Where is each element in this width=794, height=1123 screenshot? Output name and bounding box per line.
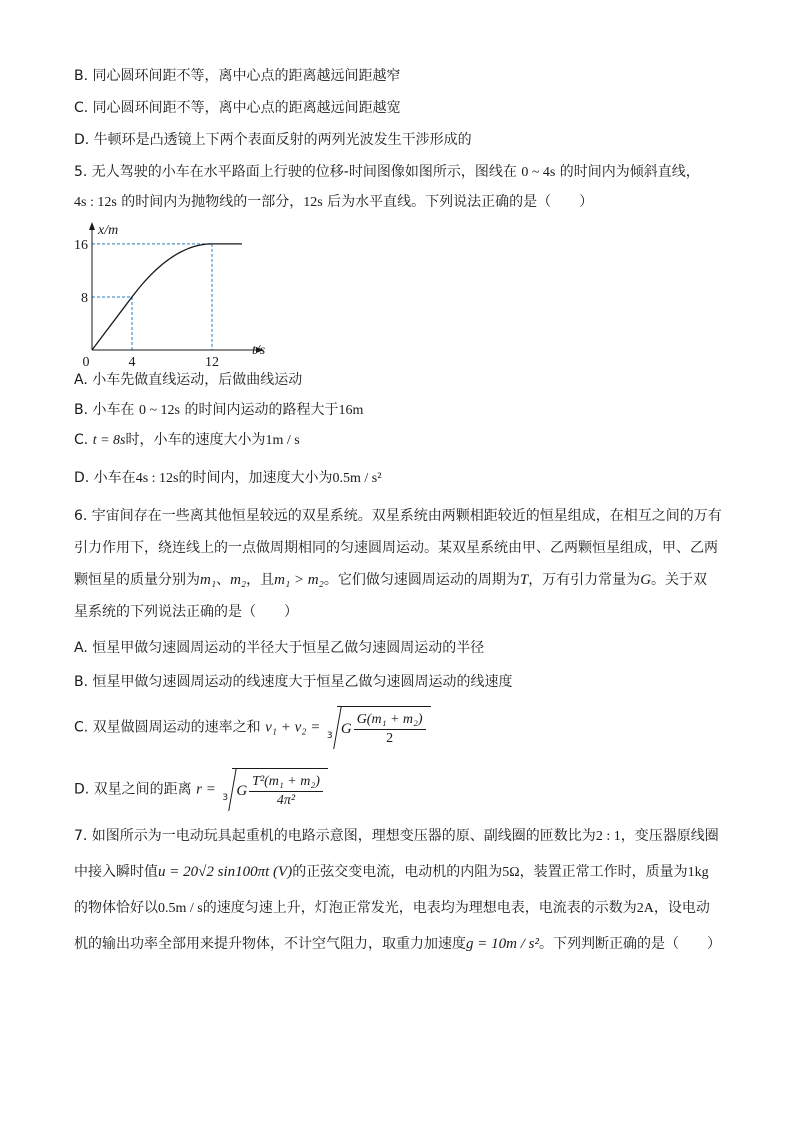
y-tick-16: 16	[74, 237, 88, 253]
q5-option-a: A. 小车先做直线运动，后做曲线运动	[74, 372, 303, 388]
q7-stem-line2: 中接入瞬时值u = 20√2 sin100πt (V)的正弦交变电流，电动机的内阻为5Ω，装置正常工作时，质量为1kg	[74, 864, 709, 880]
x-tick-4: 4	[128, 355, 136, 370]
q6-option-b: B. 恒星甲做匀速圆周运动的线速度大于恒星乙做匀速圆周运动的线速度	[74, 674, 513, 690]
q4-option-b: B. 同心圆环间距不等，离中心点的距离越远间距越窄	[74, 68, 401, 84]
displacement-time-chart	[74, 218, 300, 370]
q7-stem-line1: 7. 如图所示为一电动玩具起重机的电路示意图，理想变压器的原、副线圈的匝数比为2 : 1，变压器原线圈	[74, 828, 719, 844]
x-tick-12: 12	[205, 355, 219, 370]
q5-stem-line1: 5. 无人驾驶的小车在水平路面上行驶的位移-时间图像如图所示，图线在 0 ~ 4s 的时间内为倾斜直线，	[74, 164, 700, 180]
q6-stem-line4: 星系统的下列说法正确的是（ ）	[74, 604, 298, 620]
q5-option-b: B. 小车在 0 ~ 12s 的时间内运动的路程大于16m	[74, 402, 364, 418]
cube-root-d: 3 G $\frac{\text{T²(m₁ + m₂)}}{\text{4π²}}$	[220, 768, 328, 811]
q6-option-c: C. 双星做圆周运动的速率之和 v₁ + v₂ = 3 G $\frac{\text{G(m₁ + m₂)}}{2}$	[74, 706, 431, 749]
q6-stem-line1: 6. 宇宙间存在一些离其他恒星较远的双星系统。双星系统由两颗相距较近的恒星组成，在相互之间的万有	[74, 508, 722, 524]
q5-stem-line2: 4s : 12s 的时间内为抛物线的一部分，12s 后为水平直线。下列说法正确的是（ ）	[74, 194, 594, 210]
chart-axes	[89, 222, 264, 353]
y-tick-8: 8	[81, 290, 88, 306]
y-axis-arrow	[89, 222, 95, 230]
q5-option-d: D. 小车在4s : 12s的时间内，加速度大小为0.5m / s²	[74, 470, 382, 486]
chart-guides	[92, 244, 212, 350]
q7-stem-line3: 的物体恰好以0.5m / s的速度匀速上升，灯泡正常发光，电表均为理想电表，电流表的示数为2A，设电动	[74, 900, 710, 916]
cube-root-c: 3 G $\frac{\text{G(m₁ + m₂)}}{2}$	[325, 706, 431, 749]
q4-option-d: D. 牛顿环是凸透镜上下两个表面反射的两列光波发生干涉形成的	[74, 132, 472, 148]
q5-option-c: C. t = 8s时，小车的速度大小为1m / s	[74, 432, 300, 448]
q6-option-a: A. 恒星甲做匀速圆周运动的半径大于恒星乙做匀速圆周运动的半径	[74, 640, 485, 656]
q6-option-d: D. 双星之间的距离 r = 3 G $\frac{\text{T²(m₁ + m₂)}}{\text{4π²}}$	[74, 768, 328, 811]
q6-stem-line2: 引力作用下，绕连线上的一点做周期相同的匀速圆周运动。某双星系统由甲、乙两颗恒星组成，甲、乙两	[74, 540, 718, 556]
x-tick-0: 0	[82, 355, 90, 370]
q7-stem-line4: 机的输出功率全部用来提升物体，不计空气阻力，取重力加速度g = 10m / s²。下列判断正确的是（ ）	[74, 936, 721, 952]
q4-option-c: C. 同心圆环间距不等，离中心点的距离越远间距越宽	[74, 100, 401, 116]
y-axis-label: x/m	[98, 223, 119, 238]
q6-stem-line3: 颗恒星的质量分别为m₁、m₂，且m₁ > m₂。它们做匀速圆周运动的周期为T，万有引力常量为G。关于双	[74, 572, 708, 588]
x-axis-label: t/s	[252, 343, 266, 358]
